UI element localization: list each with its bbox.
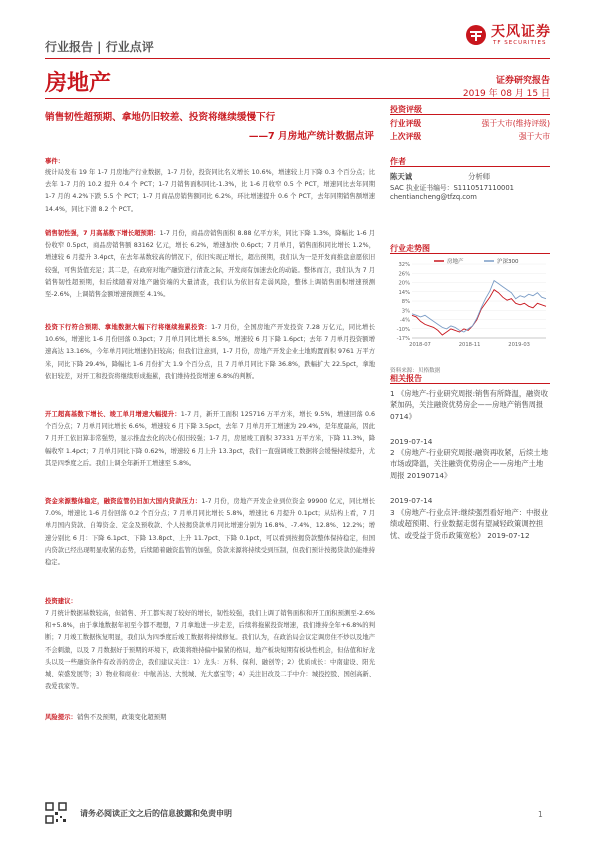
chart-x-tick-label: 2019-03 — [508, 342, 530, 348]
paragraph-investment — [45, 322, 375, 383]
chart-y-tick-label: 26% — [398, 271, 410, 278]
document-type: 行业报告 | 行业点评 — [45, 40, 154, 54]
chart-y-tick-label: -17% — [396, 336, 410, 342]
chart-divider — [390, 253, 550, 254]
risk-text: 销售不及预期，政策变化超预期 — [76, 713, 167, 721]
rating-industry-value: 强于大市(维持评级) — [481, 119, 550, 128]
paragraph-funding-heading: 资金来源整体稳定，融资监管仍旧加大国内贷款压力： — [45, 498, 202, 505]
report-headline: 销售韧性超预期、拿地仍旧较差、投资将继续缓慢下行 — [45, 112, 276, 123]
related-report-item[interactable] — [390, 447, 550, 481]
chart-y-tick-label: 14% — [398, 289, 410, 296]
author-email: chentiancheng@tfzq.com — [390, 193, 477, 201]
chart-legend-label: 沪深300 — [497, 259, 519, 265]
related-report-no: 1 — [390, 389, 395, 398]
chart-x-tick-label: 2018-07 — [409, 342, 431, 348]
logo-mark-icon — [465, 24, 487, 46]
chart-y-tick-label: 3% — [401, 308, 410, 315]
related-report-item[interactable] — [390, 388, 550, 422]
author-name: 陈天诚 — [390, 172, 413, 181]
disclaimer: 请务必阅读正文之后的信息披露和免责申明 — [80, 809, 232, 818]
page-number: 1 — [538, 810, 543, 819]
author-divider — [390, 166, 550, 167]
rating-previous-label: 上次评级 — [390, 132, 422, 141]
paragraph-funding-text: 1-7 月份，房地产开发企业到位资金 99900 亿元，同比增长 7.0%，增速比 1-6 月份回落 0.2 个百分点；7 月单月同比增长 5.8%，增速比 6 月提升 0.1pct；从结构上看，7 月单月国内贷款、自筹资金、定金及预收款、个人按揭贷款单月同比增速分别为 16.8%、-7.4%、12.8%、12.2%；增速分别比 6 月：下降 6.1pct、下降 13.8pct、上升 11.7pct、下降 0.1pct，可以看到按揭贷款整体保持稳定，但国内贷款已经出现明显收紧的态势，后续随着融资监管的加强，贷款来源将持续受到压制，但我们预计按揭贷款仍能维持稳定。 — [45, 498, 376, 567]
related-report-title: 《房地产-行业研究周报:销售有所降温，融资收紧加码，关注融资优势房企——房地产销售周报 0714》 — [390, 389, 549, 421]
related-report-date: 2019-07-14 — [390, 437, 433, 446]
logo-subtext: TF SECURITIES — [493, 40, 547, 46]
advice-label: 投资建议： — [45, 597, 77, 605]
paragraph-funding — [45, 496, 375, 569]
industry-trend-chart — [390, 256, 550, 353]
event-label: 事件： — [45, 157, 65, 165]
related-report-item[interactable] — [390, 507, 550, 541]
chart-y-tick-label: 32% — [398, 262, 410, 268]
chart-y-tick-label: -4% — [399, 317, 410, 324]
paragraph-investment-text: 1-7 月份，全国房地产开发投资 7.28 万亿元，同比增长 10.6%，增速比 1-6 月份回落 0.3pct；7 月单月同比增长 8.5%，增速较 6 月下降 1.6pct；去年 7 月单月投资额增速高达 13.16%，今年单月同比增速仍旧较高；但我们注意到，1-7 月份，房地产开发企业土地购置面积 9761 万平方米，同比下降 29.4%，降幅比 1-6 月份扩大 1.9 个百分点，且 7 月单月同比下降 36.8%，跌幅扩大 22.5pct，拿地依旧较差，对开工和投资将继续形成拖累，我们维持投资增速 6.8%的判断。 — [45, 324, 376, 380]
qr-code-icon — [45, 802, 67, 824]
title-divider — [45, 98, 550, 99]
rating-title: 投资评级 — [390, 105, 422, 114]
report-type: 证券研究报告 — [495, 76, 550, 86]
related-report-title: 《房地产-行业研究周报:融资再收紧，后续土地市场或降温，关注融资优势房企——房地产土地周报 20190714》 — [390, 448, 549, 480]
author-role: 分析师 — [468, 172, 491, 181]
chart-source: 资料来源：贝格数据 — [390, 368, 441, 374]
paragraph-sales-text: 1-7 月份，商品房销售面积 8.88 亿平方米，同比下降 1.3%，降幅比 1-6 月份收窄 0.5pct，商品房销售额 83162 亿元，增长 6.2%，增速加快 0.6pct；7 月单月，销售面积同比增长 1.2%，增速较 6 月提升 3.4pct，在去年基数较高的情况下，依旧实现正增长，超出预期，我们认为一是开发商推盘意愿依旧较强，可售货值充足；其二是，在政府对地产融资进行清查之际，开发商有加速去化的动能。整体而言，我们认为 7 月销售韧性超预期，但后续随着对地产融资端的大量清查，我们认为依旧有走弱风险，整体上调销售面积增速预测至-2.6%，上调销售金额增速预测至 4.1%。 — [45, 230, 375, 299]
chart-y-tick-label: -10% — [396, 326, 410, 333]
chart-title: 行业走势图 — [390, 244, 430, 253]
chart-y-tick-label: 20% — [398, 280, 410, 287]
rating-industry-row — [390, 118, 550, 129]
related-report-no: 2 — [390, 448, 395, 457]
paragraph-construction-text: 1-7 月，新开工面积 125716 万平方米，增长 9.5%，增速回落 0.6 个百分点；7 月单月同比增长 6.6%，增速较 6 月下降 3.5pct，去年 7 月单月开工增速为 29.4%，是年度最高，因此 7 月开工依旧算非常强势，显示推盘去化的决心依旧较强；1-7 月，房屋竣工面积 37331 万平方米，下降 11.3%，降幅收窄 1.4pct；7 月单月同比下降 0.62%，增速较 6 月上升 13.3pct，我们一直强调竣工数据将会缓慢持续提升，尤其是四季度之后。我们上调全年新开工增速至 5.8%。 — [45, 411, 376, 467]
risk-label — [45, 712, 166, 721]
related-report-date: 2019-07-12 — [487, 530, 530, 540]
report-date: 2019 年 08 月 15 日 — [462, 89, 550, 99]
advice-paragraph: 7 月统计数据基数较高，但销售、开工都实现了较好的增长，韧性较强，我们上调了销售面积和开工面积预测至-2.6%和+5.8%，由于拿地数据年初至今都不理想，7 月拿地进一步走差，后续将拖累投资增速，我们维持全年+6.8%的判断；7 月竣工数据恢复明显，我们认为四季度后竣工数据将持续修复。我们认为，在政治局会议定调房住不炒以及地产不会刺激，以及 7 月数据好于预期的环境下，政策将维持偏中偏紧的格局，地产板块短期有板块性机会，但估值和好龙头以及一些融资条件有改善的房企，我们建议关注：1）龙头：万科、保利、融创等；2）优质成长：中南建设、阳光城、荣盛发展等；3）物业和商业：中航善达、大悦城、光大嘉宝等；4）关注旧改及二手中介：城投控股、国创高新、我爱我家等。 — [45, 610, 375, 691]
header-divider — [45, 58, 550, 59]
sector-title: 房地产 — [45, 71, 112, 96]
paragraph-construction — [45, 409, 375, 470]
chart-x-tick-label: 2018-11 — [458, 342, 481, 348]
chart-y-tick-label: 8% — [401, 299, 410, 305]
author-sac: SAC 执业证书编号：S1110517110001 — [390, 184, 514, 192]
paragraph-sales — [45, 228, 375, 301]
related-reports-title: 相关报告 — [390, 374, 422, 383]
related-report-date: 2019-07-14 — [390, 496, 433, 505]
paragraph-investment-heading: 投资下行符合预期、拿地数据大幅下行将继续拖累投资： — [45, 324, 212, 331]
chart-series-line — [412, 281, 546, 332]
related-divider — [390, 383, 550, 384]
company-logo — [465, 20, 565, 50]
rating-industry-label: 行业评级 — [390, 119, 422, 128]
related-report-title: 《房地产-行业点评:继续强烈看好地产：中报业绩或超预期、行业数据走弱有望减轻政策调控担忧、或受益于货币政策宽松》 — [390, 508, 549, 540]
logo-text: 天风证券 — [491, 24, 551, 40]
chart-legend-label: 房地产 — [447, 259, 464, 265]
paragraph-construction-heading: 开工超高基数下增长、竣工单月增速大幅提升： — [45, 411, 181, 418]
event-paragraph: 统计局发布 19 年 1-7 月房地产行业数据，1-7 月份，投资同比名义增长 10.6%，增速较上月下降 0.3 个百分点；比去年 1-7 月的 10.2 提升 0.4 个 PCT；1-7 月销售面积同比-1.3%，比 1-6 月收窄 0.5 个 PCT，增速同比去年同期 1-7 月的 4.2%下跌 5.5 个 PCT；1-7 月商品房销售额同比 6.2%，环比增速提升 0.6 个 PCT，去年同期销售额增速 14.4%，同比下滑 8.2 个 PCT。 — [45, 169, 375, 213]
risk-label-heading: 风险提示： — [45, 713, 77, 721]
rating-previous-row — [390, 131, 550, 142]
paragraph-sales-heading: 销售韧性强，7 月高基数下增长超预期： — [45, 230, 160, 237]
related-report-no: 3 — [390, 508, 395, 517]
report-subheadline: ——7 月房地产统计数据点评 — [248, 131, 374, 142]
rating-previous-value: 强于大市 — [518, 132, 550, 141]
rating-divider — [390, 114, 550, 115]
author-title: 作者 — [390, 157, 406, 166]
